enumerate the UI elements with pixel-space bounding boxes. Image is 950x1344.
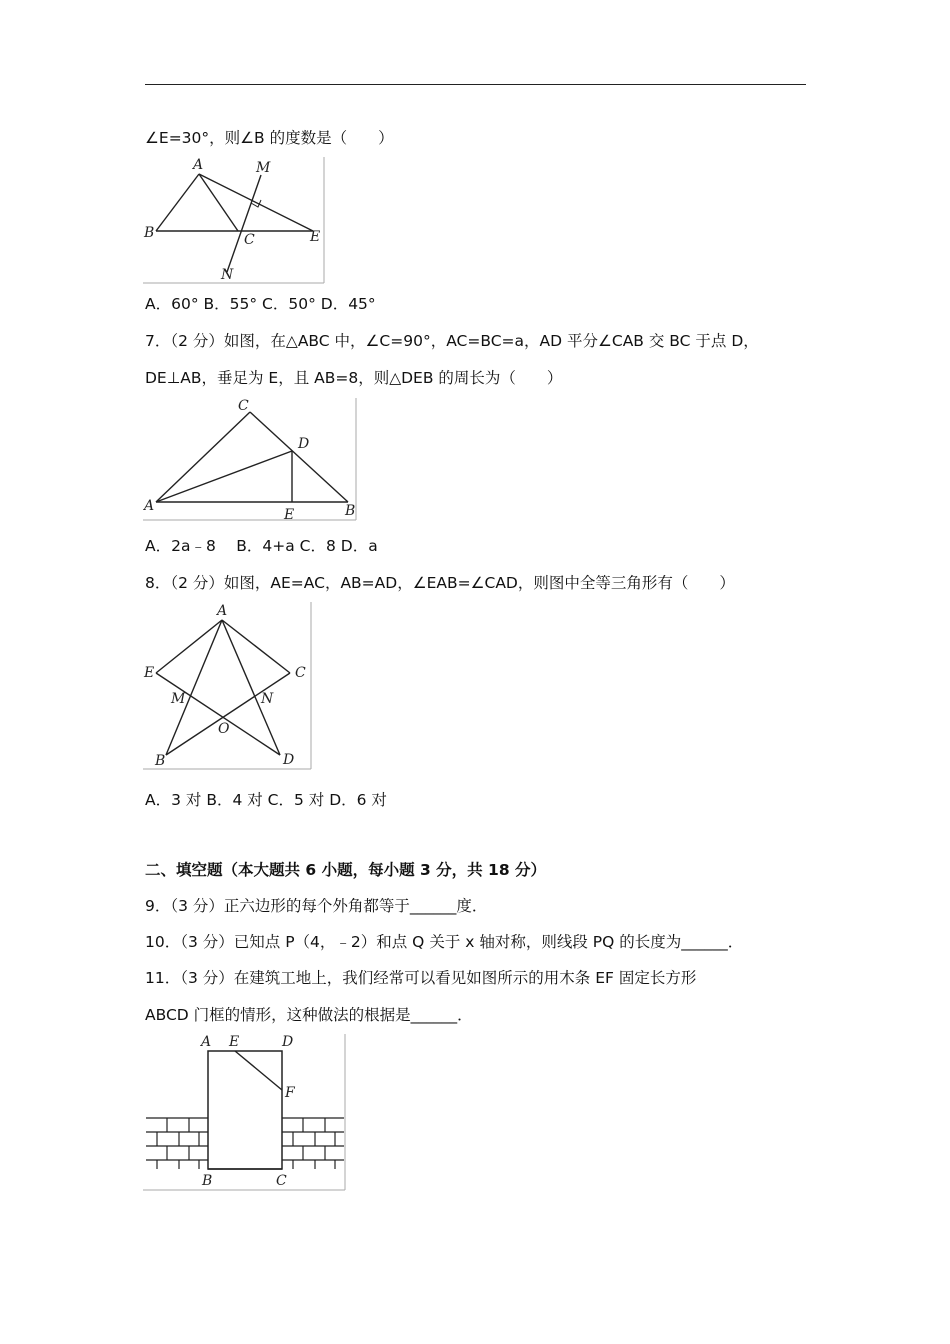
q8-label-M: M [171,691,186,707]
q6-figure [143,157,327,284]
q7-label-E: E [284,507,295,522]
q7-options: A．2a﹣8 B．4+a C．8 D．a [145,537,378,555]
q7-line1: 7．（2 分）如图，在△ABC 中，∠C=90°，AC=BC=a，AD 平分∠CAB 交 BC 于点 D， [145,332,759,350]
q10-text: 10．（3 分）已知点 P（4，﹣2）和点 Q 关于 x 轴对称，则线段 PQ 的长度为______． [145,933,744,951]
q6-label-E: E [310,229,321,245]
q6-label-N: N [221,267,234,283]
q6-label-A: A [193,157,204,173]
q7-label-B: B [345,503,356,519]
q8-label-N: N [261,691,274,707]
q6-label-C: C [244,232,255,248]
q6-label-M: M [256,160,271,176]
q11-label-F: F [285,1085,295,1101]
q7-label-C: C [238,398,249,414]
q8-label-O: O [218,721,230,737]
q7-label-D: D [298,436,310,452]
q6-stem-tail: ∠E=30°，则∠B 的度数是（ ） [145,129,394,147]
q8-figure [143,602,313,770]
q8-label-E: E [144,665,155,681]
q8-label-C: C [295,665,306,681]
q6-label-B: B [144,225,155,241]
q7-line2: DE⊥AB，垂足为 E，且 AB=8，则△DEB 的周长为（ ） [145,369,563,387]
q8-options: A．3 对 B．4 对 C．5 对 D．6 对 [145,791,387,809]
q11-label-B: B [202,1173,213,1189]
q8-label-D: D [283,752,295,768]
header-rule [145,84,806,85]
q7-label-A: A [144,498,155,514]
q6-options: A．60° B．55° C．50° D．45° [145,295,376,313]
q7-figure [143,398,359,522]
q11-line1: 11．（3 分）在建筑工地上，我们经常可以看见如图所示的用木条 EF 固定长方形 [145,969,697,987]
q8-label-A: A [217,603,228,619]
q9-text: 9．（3 分）正六边形的每个外角都等于______度． [145,897,488,915]
q11-label-D: D [282,1034,294,1050]
q11-line2: ABCD 门框的情形，这种做法的根据是______． [145,1006,473,1024]
q11-label-C: C [276,1173,287,1189]
q11-figure [143,1034,348,1192]
q8-label-B: B [155,753,166,769]
q11-label-A: A [201,1034,212,1050]
section-2-heading: 二、填空题（本大题共 6 小题，每小题 3 分，共 18 分） [145,861,547,879]
q11-label-E: E [229,1034,240,1050]
q8-line1: 8．（2 分）如图，AE=AC，AB=AD，∠EAB=∠CAD，则图中全等三角形有（ ） [145,574,735,592]
